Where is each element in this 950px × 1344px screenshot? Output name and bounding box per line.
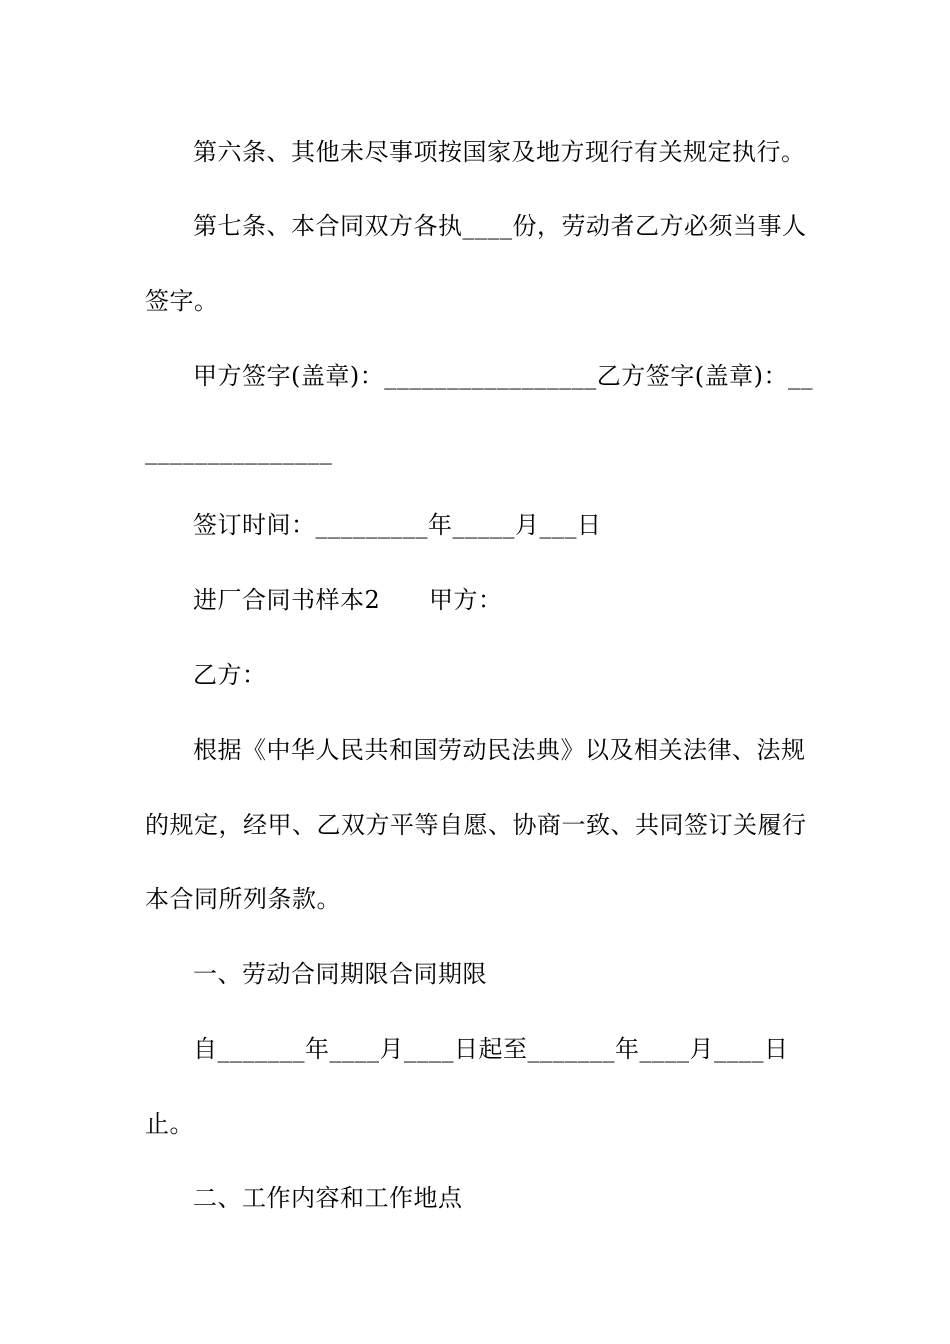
preamble-line-3: 本合同所列条款。: [145, 885, 341, 913]
clause-7-continued: 签字。: [145, 287, 219, 315]
term-dates-continued: 止。: [145, 1110, 194, 1138]
clause-7: 第七条、本合同双方各执____份，劳动者乙方必须当事人: [193, 212, 807, 240]
section-2-heading: 二、工作内容和工作地点: [193, 1184, 463, 1212]
clause-6: 第六条、其他未尽事项按国家及地方现行有关规定执行。: [193, 138, 806, 166]
term-dates: 自_______年____月____日起至_______年____月____日: [193, 1035, 789, 1063]
signing-date: 签订时间：_________年_____月___日: [193, 511, 602, 539]
section-1-heading: 一、劳动合同期限合同期限: [193, 960, 487, 988]
signature-line-continued: _______________: [145, 437, 333, 465]
preamble-line-2: 的规定，经甲、乙双方平等自愿、协商一致、共同签订关履行: [145, 811, 807, 839]
signature-line: 甲方签字(盖章)：_________________乙方签字(盖章)：__: [193, 362, 813, 390]
preamble-line-1: 根据《中华人民共和国劳动民法典》以及相关法律、法规: [193, 736, 806, 764]
party-b-label: 乙方：: [193, 661, 267, 689]
contract-sample-heading: 进厂合同书样本2 甲方：: [193, 586, 503, 614]
